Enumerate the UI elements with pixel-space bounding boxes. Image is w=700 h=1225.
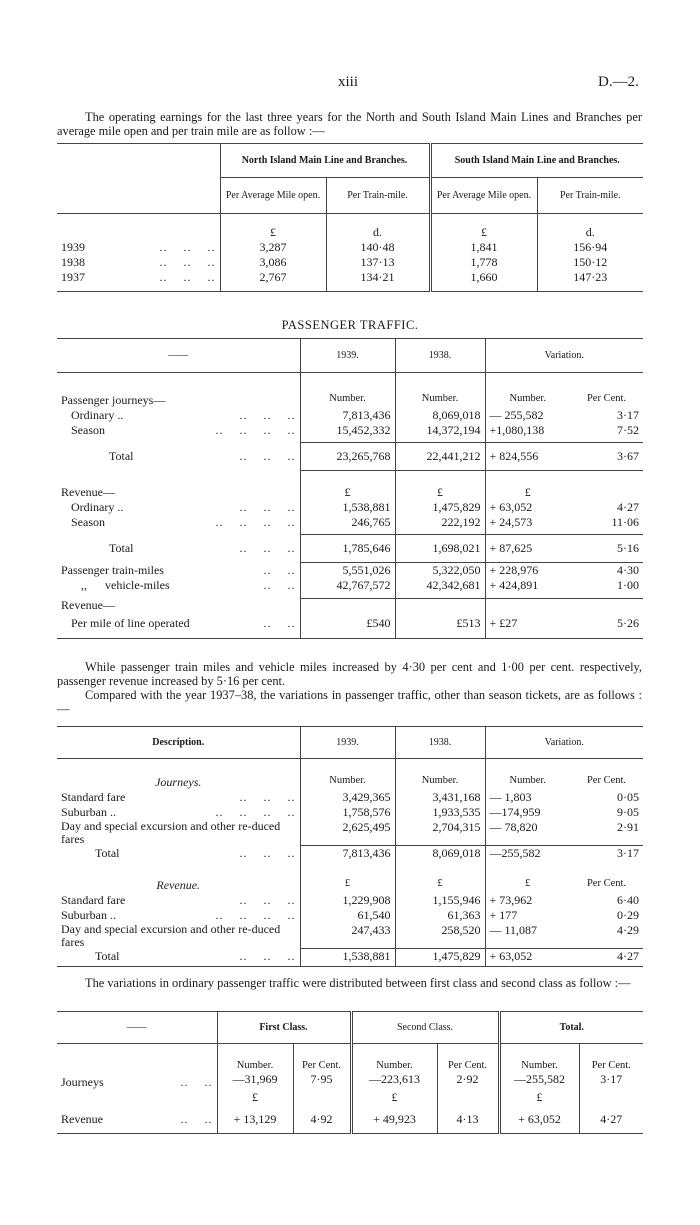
passenger-summary-paragraph <box>57 660 642 716</box>
row-label: Season <box>71 422 105 437</box>
table-row: Season .. .. .. .. <box>71 422 296 437</box>
variation-header: Variation. <box>485 339 643 373</box>
unit-cell: £ <box>220 214 326 240</box>
cell: 6·40 <box>617 892 639 907</box>
cell: 5,322,050 <box>395 563 485 579</box>
cell: 61,363 <box>395 908 485 923</box>
ni-per-train-header: Per Train-mile. <box>326 178 430 214</box>
journeys-label: Passenger journeys— <box>61 392 166 407</box>
year-label: 1938 <box>61 254 85 269</box>
total-row: Total .. .. .. <box>57 949 300 967</box>
cell: + 63,052 <box>485 500 570 515</box>
row-label: Total <box>95 948 120 963</box>
unit-cell: £ <box>395 485 485 500</box>
unit-cell: Number. <box>217 1060 293 1072</box>
si-per-mile-header: Per Average Mile open. <box>430 178 537 214</box>
page-number: xiii <box>338 74 359 90</box>
cell: 5,551,026 <box>300 563 395 579</box>
cell: + 424,891 <box>485 578 570 598</box>
total-row: Total .. .. .. <box>95 845 296 860</box>
cell: 42,342,681 <box>395 578 485 598</box>
table-row <box>57 820 300 846</box>
unit-cell: Number. <box>300 775 395 790</box>
row-label: Suburban .. <box>61 907 116 922</box>
cell: —174,959 <box>485 805 570 820</box>
table-row: Per mile of line operated .. .. <box>57 616 300 638</box>
row-label: Total <box>109 541 134 555</box>
cell: 150·12 <box>537 255 643 270</box>
table-row: Suburban .. .. .. .. .. <box>61 907 296 922</box>
cell: 1,933,535 <box>395 805 485 820</box>
cell: 1,698,021 <box>395 535 485 563</box>
si-per-train-header: Per Train-mile. <box>537 178 643 214</box>
cell: 3·17 <box>617 407 639 422</box>
table-row: Standard fare .. .. .. <box>61 892 296 907</box>
cell: 8,069,018 <box>395 408 485 423</box>
cell: + 63,052 <box>499 1112 579 1134</box>
unit-cell: Per Cent. <box>586 877 627 889</box>
cell: 7,813,436 <box>300 846 395 868</box>
cell: —31,969 <box>217 1072 293 1090</box>
cell: — 1,803 <box>485 790 570 805</box>
unit-cell: d. <box>537 214 643 240</box>
unit-cell: d. <box>326 214 430 240</box>
cell: 1·00 <box>570 578 643 598</box>
cell: 2·91 <box>617 819 639 834</box>
ni-per-mile-header: Per Average Mile open. <box>220 178 326 214</box>
cell: 1,229,908 <box>300 893 395 908</box>
cell: 2,767 <box>220 270 326 292</box>
cell: 4·29 <box>617 922 639 937</box>
unit-cell: Number. <box>395 393 485 408</box>
cell: 2,625,495 <box>300 820 395 846</box>
cell: 15,452,332 <box>300 423 395 443</box>
passenger-traffic-title: PASSENGER TRAFFIC. <box>281 318 419 332</box>
table-row: Ordinary .. .. .. .. <box>71 499 296 514</box>
table-row: Standard fare .. .. .. <box>61 789 296 804</box>
cell: —255,582 <box>499 1072 579 1090</box>
year-label: 1939 <box>61 239 85 254</box>
row-label: Season <box>71 514 105 529</box>
unit-cell: £ <box>217 1090 293 1112</box>
cell: 1,841 <box>430 240 537 255</box>
cell: + 13,129 <box>217 1112 293 1134</box>
earnings-blank-sub <box>57 178 220 214</box>
cell: + 63,052 <box>485 949 570 967</box>
class-distribution-paragraph <box>57 976 642 990</box>
intro-paragraph <box>57 110 642 138</box>
unit-cell: £ <box>430 214 537 240</box>
intro-text: The operating earnings for the last three years for the North and South Island Main Lines and Branches per average mile open and per train mile are as follow :— <box>57 110 642 138</box>
cell: + 824,556 <box>485 443 570 471</box>
cell: £513 <box>395 616 485 638</box>
north-island-header: North Island Main Line and Branches. <box>220 144 430 178</box>
cell: 1,475,829 <box>395 500 485 515</box>
cell: 1,538,881 <box>300 949 395 967</box>
comparison-text: Compared with the year 1937–38, the variations in passenger traffic, other than season tickets, are as follows :— <box>57 688 642 716</box>
unit-cell: Number. <box>485 775 570 790</box>
unit-cell: Per Cent. <box>579 1060 643 1072</box>
variation-header: Variation. <box>485 727 643 759</box>
table-row: Revenue .. .. <box>57 1112 217 1134</box>
table-row: Ordinary .. .. .. .. <box>71 407 296 422</box>
cell: 2,704,315 <box>395 820 485 846</box>
cell: + 24,573 <box>485 515 570 535</box>
year-1939-header: 1939. <box>300 339 395 373</box>
unit-cell: Per Cent. <box>293 1060 351 1072</box>
earnings-blank-header <box>57 144 220 178</box>
cell: 258,520 <box>395 923 485 949</box>
cell: 3·17 <box>570 846 643 868</box>
cell: 4·13 <box>437 1112 499 1134</box>
year-1938-header: 1938. <box>395 339 485 373</box>
cell: 246,765 <box>300 515 395 535</box>
row-label: Total <box>109 449 134 463</box>
row-label: Total <box>95 845 120 860</box>
table-row: ,, vehicle-miles .. .. <box>81 578 296 592</box>
cell: — 78,820 <box>485 820 570 846</box>
cell: 3,431,168 <box>395 790 485 805</box>
blank-header: —— <box>57 339 300 373</box>
table-row: Suburban .. .. .. .. .. <box>61 804 296 819</box>
cell: + 228,976 <box>485 563 570 579</box>
cell: — 255,582 <box>485 408 570 423</box>
cell: 7·95 <box>293 1072 351 1090</box>
cell: 7·52 <box>570 423 643 443</box>
row-label: Day and special excursion and other re-duced fares <box>61 818 281 846</box>
passenger-traffic-table <box>57 338 643 639</box>
unit-cell: £ <box>485 878 570 893</box>
unit-cell: Number. <box>300 393 395 408</box>
cell: 3·17 <box>579 1072 643 1090</box>
cell: 9·05 <box>617 804 639 819</box>
year-label: 1937 <box>61 269 85 284</box>
cell: £540 <box>300 616 395 638</box>
cell: 5·26 <box>570 616 643 638</box>
revenue-subheading: Revenue. <box>156 877 201 892</box>
cell: 3,429,365 <box>300 790 395 805</box>
cell: 4·27 <box>617 499 639 514</box>
cell: 1,778 <box>430 255 537 270</box>
unit-cell: £ <box>499 1090 579 1112</box>
cell: 134·21 <box>326 270 430 292</box>
cell: —255,582 <box>485 846 570 868</box>
cell: 222,192 <box>395 515 485 535</box>
cell: 8,069,018 <box>395 846 485 868</box>
table-row: 1937 .. .. .. <box>57 270 220 292</box>
row-label: Suburban .. <box>61 804 116 819</box>
unit-cell: Number. <box>351 1060 437 1072</box>
cell: 1,660 <box>430 270 537 292</box>
earnings-unit-blank <box>57 214 220 240</box>
row-label: Per mile of line operated <box>71 616 190 630</box>
earnings-table <box>57 143 643 292</box>
table-row: 1938 .. .. .. <box>61 254 216 269</box>
cell: +1,080,138 <box>485 423 570 443</box>
table-row: 1939 .. .. .. <box>61 239 216 254</box>
cell: 3,287 <box>220 240 326 255</box>
cell: 137·13 <box>326 255 430 270</box>
summary-text: While passenger train miles and vehicle miles increased by 4·30 per cent and 1·00 per cent. respectively, passenger revenue increased by 5·16 per cent. <box>57 660 642 688</box>
year-1938-header: 1938. <box>395 727 485 759</box>
description-header: Description. <box>57 727 300 759</box>
unit-cell: £ <box>300 485 395 500</box>
unit-cell: Per Cent. <box>437 1060 499 1072</box>
cell: 0·29 <box>617 907 639 922</box>
cell: 4·27 <box>570 949 643 967</box>
cell: + 49,923 <box>351 1112 437 1134</box>
cell: 5·16 <box>570 535 643 563</box>
class-distribution-text: The variations in ordinary passenger traffic were distributed between first class and second class as follow :— <box>85 976 631 990</box>
row-label: Day and special excursion and other re-duced fares <box>61 921 281 949</box>
cell: 1,785,646 <box>300 535 395 563</box>
cell: + 87,625 <box>485 535 570 563</box>
cell: 11·06 <box>570 515 643 535</box>
cell: + £27 <box>485 616 570 638</box>
cell: —223,613 <box>351 1072 437 1090</box>
row-label: Ordinary .. <box>71 499 124 514</box>
total-row: Total .. .. .. <box>109 449 296 463</box>
row-label: Journeys <box>61 1074 104 1089</box>
row-label: ,, vehicle-miles <box>81 578 170 592</box>
second-class-header: Second Class. <box>351 1012 499 1044</box>
cell: 247,433 <box>300 923 395 949</box>
cell: 1,758,576 <box>300 805 395 820</box>
class-distribution-table <box>57 1011 643 1134</box>
south-island-header: South Island Main Line and Branches. <box>430 144 643 178</box>
blank-header: —— <box>57 1012 217 1044</box>
variations-table <box>57 726 643 967</box>
journeys-subheading: Journeys. <box>155 774 202 789</box>
cell: 156·94 <box>537 240 643 255</box>
cell: — 11,087 <box>485 923 570 949</box>
unit-cell: £ <box>395 878 485 893</box>
cell: 140·48 <box>326 240 430 255</box>
total-header: Total. <box>499 1012 643 1044</box>
row-label: Standard fare <box>61 789 126 804</box>
cell: 61,540 <box>300 908 395 923</box>
unit-cell: £ <box>485 485 570 500</box>
cell: 22,441,212 <box>395 443 485 471</box>
unit-cell: Number. <box>485 393 570 408</box>
cell: 4·30 <box>617 563 639 577</box>
row-label: Passenger train-miles <box>61 562 164 577</box>
total-row: Total .. .. .. <box>109 541 296 555</box>
per-mile-label: Revenue— <box>61 598 115 612</box>
revenue-label: Revenue— <box>61 484 115 499</box>
table-row: Passenger train-miles .. .. <box>61 562 296 577</box>
unit-cell: £ <box>351 1090 437 1112</box>
cell: 3·67 <box>570 443 643 471</box>
cell: 14,372,194 <box>395 423 485 443</box>
cell: 23,265,768 <box>300 443 395 471</box>
cell: 1,475,829 <box>395 949 485 967</box>
cell: 42,767,572 <box>300 578 395 598</box>
cell: 7,813,436 <box>300 408 395 423</box>
cell: 3,086 <box>220 255 326 270</box>
unit-cell: Number. <box>499 1060 579 1072</box>
row-label: Standard fare <box>61 892 126 907</box>
document-reference: D.—2. <box>598 74 639 90</box>
cell: + 73,962 <box>485 893 570 908</box>
cell: 1,538,881 <box>300 500 395 515</box>
table-row: Season .. .. .. .. <box>71 514 296 529</box>
row-label: Revenue <box>61 1111 103 1126</box>
cell: 4·92 <box>293 1112 351 1134</box>
cell: 0·05 <box>617 789 639 804</box>
first-class-header: First Class. <box>217 1012 351 1044</box>
table-row <box>57 923 300 949</box>
cell: + 177 <box>485 908 570 923</box>
cell: 4·27 <box>579 1112 643 1134</box>
unit-cell: Number. <box>395 775 485 790</box>
cell: 147·23 <box>537 270 643 292</box>
cell: 2·92 <box>437 1072 499 1090</box>
unit-cell: Per Cent. <box>586 774 627 786</box>
unit-cell: Per Cent. <box>586 392 627 404</box>
table-row: Journeys .. .. <box>61 1074 213 1089</box>
row-label: Ordinary .. <box>71 407 124 422</box>
cell: 1,155,946 <box>395 893 485 908</box>
year-1939-header: 1939. <box>300 727 395 759</box>
unit-cell: £ <box>300 878 395 893</box>
